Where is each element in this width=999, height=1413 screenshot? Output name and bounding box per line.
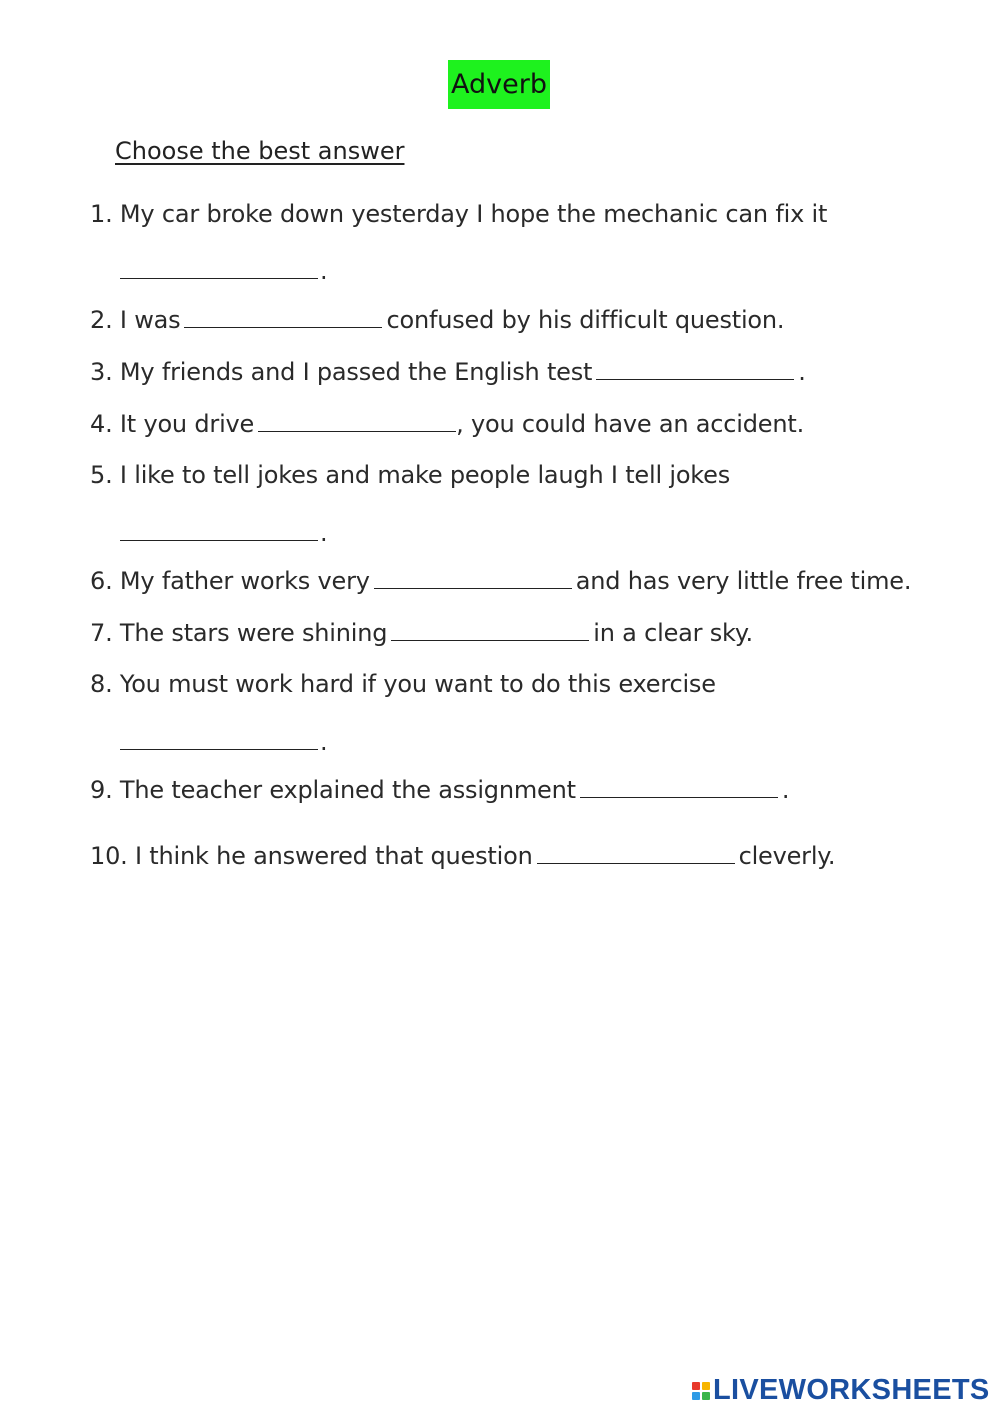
question-8-text: 8. You must work hard if you want to do this exercise [90, 670, 716, 698]
question-4-text: 4. It you drive [90, 410, 255, 438]
question-10 [90, 841, 835, 870]
question-1-end: . [320, 257, 328, 285]
question-9 [90, 775, 789, 804]
question-3-end: . [798, 358, 806, 386]
question-6 [90, 566, 911, 595]
question-8-blank[interactable] [120, 727, 318, 750]
question-8-answer-line [120, 727, 328, 756]
question-6-end: and has very little free time. [575, 567, 912, 595]
liveworksheets-logo [692, 1374, 990, 1407]
question-2-text: 2. I was [90, 306, 181, 334]
question-10-end: cleverly. [738, 842, 836, 870]
question-2 [90, 305, 784, 334]
question-5 [90, 461, 730, 489]
question-7-blank[interactable] [391, 618, 589, 641]
question-2-end: confused by his difficult question. [386, 306, 785, 334]
instructions-heading: Choose the best answer [115, 137, 405, 165]
question-5-blank[interactable] [120, 518, 318, 541]
question-9-end: . [781, 776, 790, 804]
worksheet-title [448, 60, 550, 109]
question-1-text: 1. My car broke down yesterday I hope the mechanic can fix it [90, 200, 828, 228]
question-3 [90, 357, 806, 386]
question-8 [90, 670, 716, 698]
question-7-text: 7. The stars were shining [90, 619, 388, 647]
liveworksheets-logo-icon [692, 1382, 710, 1400]
question-7 [90, 618, 753, 647]
question-5-text: 5. I like to tell jokes and make people laugh I tell jokes [90, 461, 731, 489]
question-6-blank[interactable] [374, 566, 572, 589]
question-4 [90, 409, 804, 438]
question-9-blank[interactable] [580, 775, 778, 798]
question-5-answer-line [120, 518, 328, 547]
liveworksheets-logo-text: LIVEWORKSHEETS [713, 1374, 990, 1406]
question-3-text: 3. My friends and I passed the English test [90, 358, 593, 386]
question-1 [90, 200, 827, 228]
question-6-text: 6. My father works very [90, 567, 370, 595]
worksheet-title-text: Adverb [451, 69, 547, 100]
question-9-text: 9. The teacher explained the assignment [90, 776, 576, 804]
question-10-text: 10. I think he answered that question [90, 842, 533, 870]
question-7-end: in a clear sky. [593, 619, 753, 647]
question-10-blank[interactable] [537, 841, 735, 864]
question-5-end: . [320, 519, 328, 547]
question-4-blank[interactable] [258, 409, 456, 432]
question-4-end: , you could have an accident. [456, 410, 805, 438]
question-1-answer-line [120, 256, 328, 285]
question-8-end: . [320, 728, 328, 756]
question-1-blank[interactable] [120, 256, 318, 279]
question-3-blank[interactable] [596, 357, 794, 380]
question-2-blank[interactable] [184, 305, 382, 328]
